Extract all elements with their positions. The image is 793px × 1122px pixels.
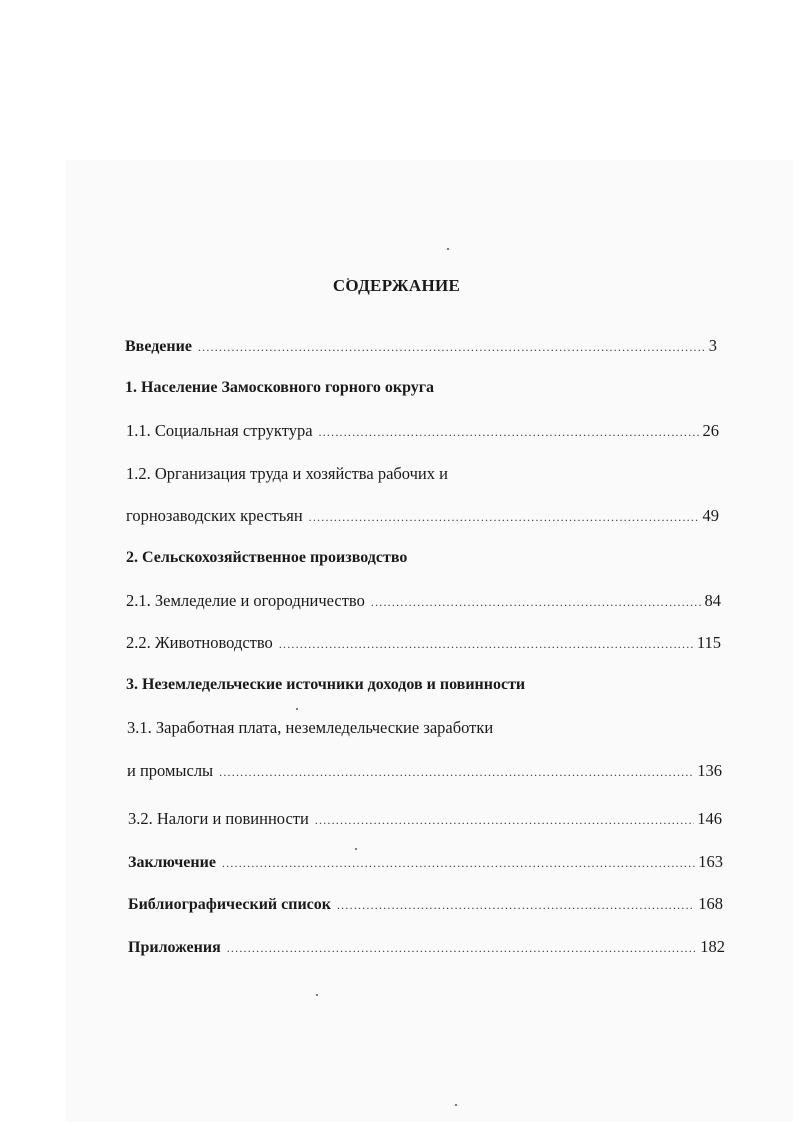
leader-dots bbox=[227, 941, 698, 956]
toc-entry-label: Приложения bbox=[128, 939, 221, 956]
toc-entry-1-2[interactable] bbox=[126, 506, 719, 526]
toc-entry-bibliography[interactable] bbox=[128, 894, 723, 914]
toc-entry-1-1[interactable] bbox=[126, 421, 719, 441]
toc-title: СОДЕРЖАНИЕ bbox=[332, 276, 461, 295]
toc-entry-introduction[interactable] bbox=[125, 336, 717, 356]
leader-dots bbox=[222, 856, 695, 871]
toc-entry-appendices[interactable] bbox=[128, 937, 725, 957]
toc-entry-label: 1.1. Социальная структура bbox=[126, 421, 313, 440]
toc-entry-1-2-line1[interactable]: 1.2. Организация труда и хозяйства рабочих и bbox=[126, 464, 448, 483]
toc-entry-2-2[interactable] bbox=[126, 633, 721, 653]
toc-entry-3-1[interactable] bbox=[127, 761, 722, 781]
toc-entry-page: 26 bbox=[702, 421, 719, 440]
toc-entry-3-1-line1[interactable]: 3.1. Заработная плата, неземледельческие заработки bbox=[127, 718, 494, 737]
toc-entry-page: 168 bbox=[698, 894, 723, 913]
toc-entry-page: 115 bbox=[696, 633, 721, 652]
toc-entry-page: 136 bbox=[697, 761, 722, 780]
leader-dots bbox=[219, 765, 694, 780]
scan-speck bbox=[447, 248, 449, 250]
toc-entry-page: 182 bbox=[700, 937, 725, 956]
leader-dots bbox=[309, 510, 700, 525]
scan-speck bbox=[455, 1104, 457, 1106]
toc-entry-conclusion[interactable] bbox=[128, 852, 723, 872]
toc-entry-label: Введение bbox=[125, 338, 192, 355]
toc-entry-page: 163 bbox=[698, 852, 723, 871]
scan-speck bbox=[316, 994, 318, 996]
toc-section-1[interactable]: 1. Население Замосковного горного округа bbox=[125, 379, 435, 396]
toc-entry-page: 84 bbox=[704, 591, 721, 610]
toc-entry-2-1[interactable] bbox=[126, 591, 721, 611]
toc-entry-label: 2.1. Земледелие и огородничество bbox=[126, 591, 365, 610]
toc-section-3[interactable]: 3. Неземледельческие источники доходов и повинности bbox=[126, 676, 526, 693]
toc-entry-page: 146 bbox=[697, 809, 722, 828]
toc-entry-label: Библиографический список bbox=[128, 896, 331, 913]
leader-dots bbox=[319, 425, 700, 440]
toc-entry-label: Заключение bbox=[128, 854, 216, 871]
toc-entry-label: 2.2. Животноводство bbox=[126, 633, 273, 652]
toc-section-2[interactable]: 2. Сельскохозяйственное производство bbox=[126, 549, 408, 566]
leader-dots bbox=[337, 898, 695, 913]
leader-dots bbox=[315, 813, 694, 828]
toc-entry-label: и промыслы bbox=[127, 761, 214, 780]
toc-entry-page: 49 bbox=[702, 506, 719, 525]
scan-speck bbox=[355, 848, 357, 850]
toc-entry-page: 3 bbox=[708, 336, 717, 355]
toc-entry-label: горнозаводских крестьян bbox=[126, 506, 303, 525]
leader-dots bbox=[279, 637, 694, 652]
leader-dots bbox=[371, 595, 702, 610]
toc-entry-label: 3.2. Налоги и повинности bbox=[128, 809, 309, 828]
scan-speck bbox=[296, 708, 298, 710]
leader-dots bbox=[198, 340, 706, 355]
toc-entry-3-2[interactable] bbox=[128, 809, 722, 829]
